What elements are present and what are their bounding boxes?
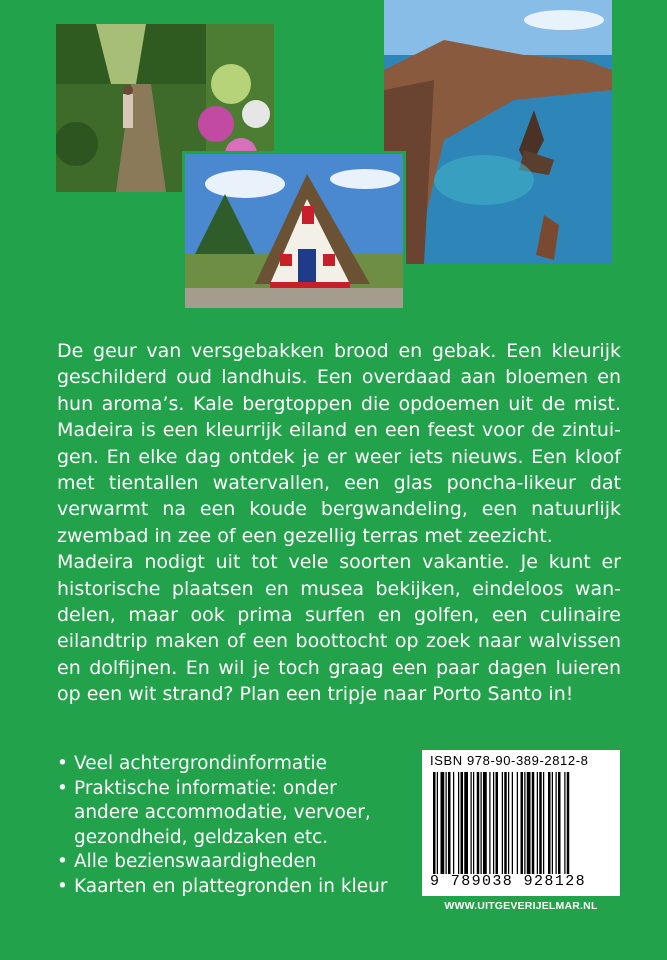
feature-item: • Praktische informatie: onder andere accommodatie, vervoer, gezondheid, geldzaken etc. [57, 777, 407, 851]
feature-item: • Veel achtergrondinformatie [57, 752, 407, 777]
barcode-bar [464, 772, 468, 874]
barcode-bar [517, 772, 518, 874]
barcode-bar [493, 772, 494, 874]
barcode-bar [461, 772, 464, 874]
barcode-bar [537, 772, 538, 874]
barcode-bar [524, 772, 525, 874]
barcode-bar [496, 772, 499, 874]
feature-item: • Kaarten en plattegronden in kleur [57, 875, 407, 900]
barcode-bar [437, 772, 438, 874]
barcode-bar [433, 772, 436, 874]
barcode-bar [471, 772, 472, 874]
description-paragraph-1: De geur van versgebakken brood en gebak. Een kleurijk geschilderd oud landhuis. Een overdaad aan bloemen en hun aroma’s. Kale bergtoppen die opdoemen uit de mist. Madeira is een kleurrijk eiland en een feest voor de zintui-gen. En elke dag ontdek je er weer iets nieuws. Een kloof met tientallen watervallen, een glas poncha-likeur dat verwarmt na een koude bergwandeling, een natuurlijk zwembad in zee of een gezellig terras met zeezicht. [57, 340, 621, 547]
description-paragraph-2: Madeira nodigt uit tot vele soorten vakantie. Je kunt er historische plaatsen en musea bekijken, eindeloos wan-delen, maar ook prima surfen en golfen, een culinaire eilandtrip maken of een boottocht op zoek naar walvissen en dolfijnen. En wil je toch graag een paar dagen luieren op een wit strand? Plan een tripje naar Porto Santo in! [57, 551, 621, 706]
barcode-bar [481, 772, 482, 874]
ean-digits: 9 789038 928128 [430, 873, 587, 890]
feature-item: • Alle bezienswaardigheden [57, 850, 407, 875]
barcode-bar [502, 772, 503, 874]
barcode-bar [532, 772, 535, 874]
barcode-bar [556, 772, 557, 874]
barcode-bar [521, 772, 524, 874]
barcode-bar [512, 772, 513, 874]
barcode-bar [489, 772, 490, 874]
barcode-bar [527, 772, 531, 874]
barcode-bar [458, 772, 459, 874]
feature-list [57, 752, 407, 899]
barcode-bar [552, 772, 553, 874]
barcode-bars [431, 772, 611, 874]
barcode-bar [473, 772, 474, 874]
publisher-website: WWW.UITGEVERIJELMAR.NL [444, 900, 598, 912]
photo-santana-house [185, 154, 403, 308]
barcode-bar [508, 772, 509, 874]
barcode-bar [564, 772, 565, 874]
barcode-bar [446, 772, 447, 874]
barcode-bar [548, 772, 551, 874]
isbn-barcode [422, 750, 620, 896]
barcode-bar [567, 772, 570, 874]
barcode-bar [483, 772, 487, 874]
description [57, 338, 621, 708]
barcode-bar [539, 772, 542, 874]
barcode-bar [558, 772, 561, 874]
barcode-bar [448, 772, 451, 874]
photo-coastline [384, 0, 612, 264]
barcode-bar [453, 772, 454, 874]
isbn-label: ISBN 978-90-389-2812-8 [430, 753, 589, 768]
barcode-bar [504, 772, 507, 874]
barcode-bar [543, 772, 544, 874]
barcode-bar [477, 772, 480, 874]
barcode-bar [441, 772, 445, 874]
